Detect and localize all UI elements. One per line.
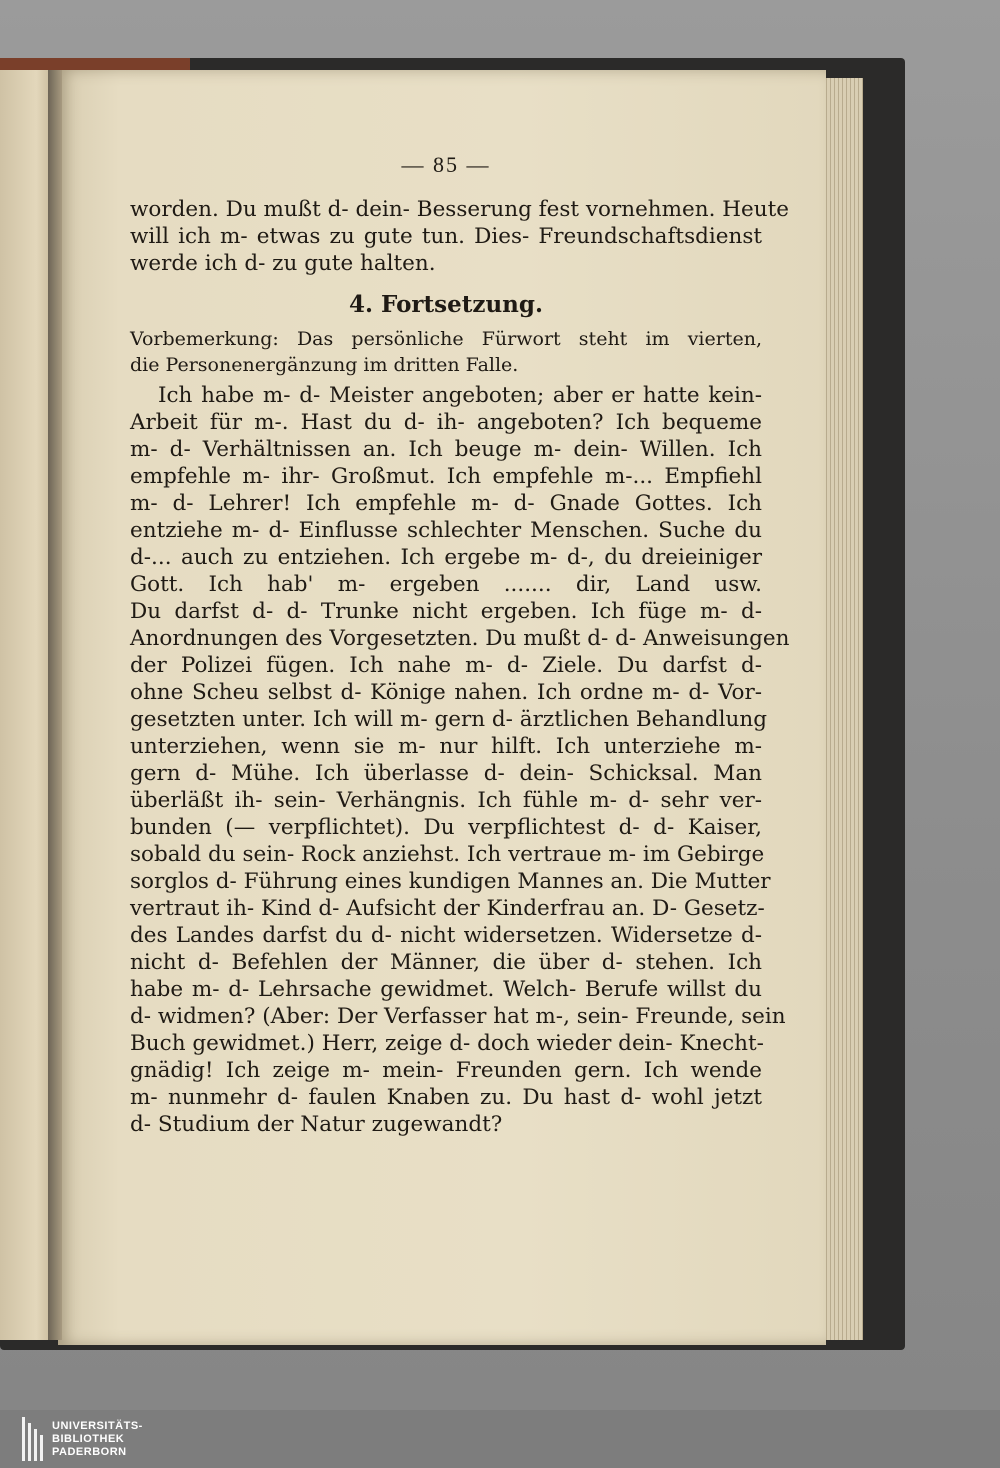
text-line: Vorbemerkung: Das persönliche Fürwort steht im vierten,	[130, 328, 762, 350]
text-line: Anordnungen des Vorgesetzten. Du mußt d- d- Anweisungen	[130, 626, 790, 651]
text-line: Du darfst d- d- Trunke nicht ergeben. Ich füge m- d-	[130, 599, 762, 624]
library-logo-icon	[22, 1417, 44, 1461]
exercise-paragraph	[130, 382, 790, 1138]
text-line: der Polizei fügen. Ich nahe m- d- Ziele. Du darfst d-	[130, 653, 762, 678]
text-line: Arbeit für m-. Hast du d- ih- angeboten? Ich bequeme	[130, 410, 762, 435]
paragraph-continued	[130, 196, 789, 277]
text-line: des Landes darfst du d- nicht widersetzen. Widersetze d-	[130, 923, 762, 948]
text-line: habe m- d- Lehrsache gewidmet. Welch- Berufe willst du	[130, 977, 762, 1002]
text-line: Ich habe m- d- Meister angeboten; aber er hatte kein-	[158, 383, 762, 408]
page-text	[130, 152, 790, 1138]
text-line: d-... auch zu entziehen. Ich ergebe m- d-, du dreieiniger	[130, 545, 762, 570]
logo-line: UNIVERSITÄTS-	[52, 1419, 143, 1432]
text-line: werde ich d- zu gute halten.	[130, 251, 436, 276]
text-line: gern d- Mühe. Ich überlasse d- dein- Schicksal. Man	[130, 761, 762, 786]
text-line: Buch gewidmet.) Herr, zeige d- doch wieder dein- Knecht-	[130, 1031, 764, 1056]
logo-line: BIBLIOTHEK	[52, 1432, 125, 1445]
text-line: worden. Du mußt d- dein- Besserung fest vornehmen. Heute	[130, 197, 789, 222]
text-line: d- widmen? (Aber: Der Verfasser hat m-, sein- Freunde, sein	[130, 1004, 786, 1029]
text-line: gesetzten unter. Ich will m- gern d- ärztlichen Behandlung	[130, 707, 768, 732]
library-logo	[22, 1416, 143, 1462]
text-line: nicht d- Befehlen der Männer, die über d- stehen. Ich	[130, 950, 762, 975]
text-line: Gott. Ich hab' m- ergeben ....... dir, Land usw.	[130, 572, 762, 597]
text-line: sobald du sein- Rock anziehst. Ich vertraue m- im Gebirge	[130, 842, 765, 867]
logo-line: PADERBORN	[52, 1445, 127, 1458]
left-page-edge	[0, 70, 52, 1340]
text-line: d- Studium der Natur zugewandt?	[130, 1112, 503, 1137]
preliminary-remark	[130, 326, 762, 378]
text-line: will ich m- etwas zu gute tun. Dies- Freundschaftsdienst	[130, 224, 762, 249]
text-line: gnädig! Ich zeige m- mein- Freunden gern. Ich wende	[130, 1058, 762, 1083]
text-line: m- nunmehr d- faulen Knaben zu. Du hast d- wohl jetzt	[130, 1085, 762, 1110]
text-line: entziehe m- d- Einflusse schlechter Menschen. Suche du	[130, 518, 762, 543]
text-line: unterziehen, wenn sie m- nur hilft. Ich unterziehe m-	[130, 734, 762, 759]
footer-bar	[0, 1410, 1000, 1468]
page-number: — 85 —	[401, 152, 491, 177]
page-gutter	[48, 70, 62, 1340]
text-line: ohne Scheu selbst d- Könige nahen. Ich ordne m- d- Vor-	[130, 680, 762, 705]
book-page	[58, 70, 826, 1345]
section-heading: 4. Fortsetzung.	[349, 291, 543, 318]
text-line: vertraut ih- Kind d- Aufsicht der Kinderfrau an. D- Gesetz-	[130, 896, 765, 921]
text-line: empfehle m- ihr- Großmut. Ich empfehle m-... Empfiehl	[130, 464, 762, 489]
text-line: sorglos d- Führung eines kundigen Mannes an. Die Mutter	[130, 869, 771, 894]
library-logo-text	[52, 1420, 143, 1459]
text-line: m- d- Verhältnissen an. Ich beuge m- dein- Willen. Ich	[130, 437, 762, 462]
text-line: überläßt ih- sein- Verhängnis. Ich fühle m- d- sehr ver-	[130, 788, 762, 813]
text-line: bunden (— verpflichtet). Du verpflichtest d- d- Kaiser,	[130, 815, 762, 840]
text-line: m- d- Lehrer! Ich empfehle m- d- Gnade Gottes. Ich	[130, 491, 762, 516]
text-line: die Personenergänzung im dritten Falle.	[130, 354, 519, 376]
